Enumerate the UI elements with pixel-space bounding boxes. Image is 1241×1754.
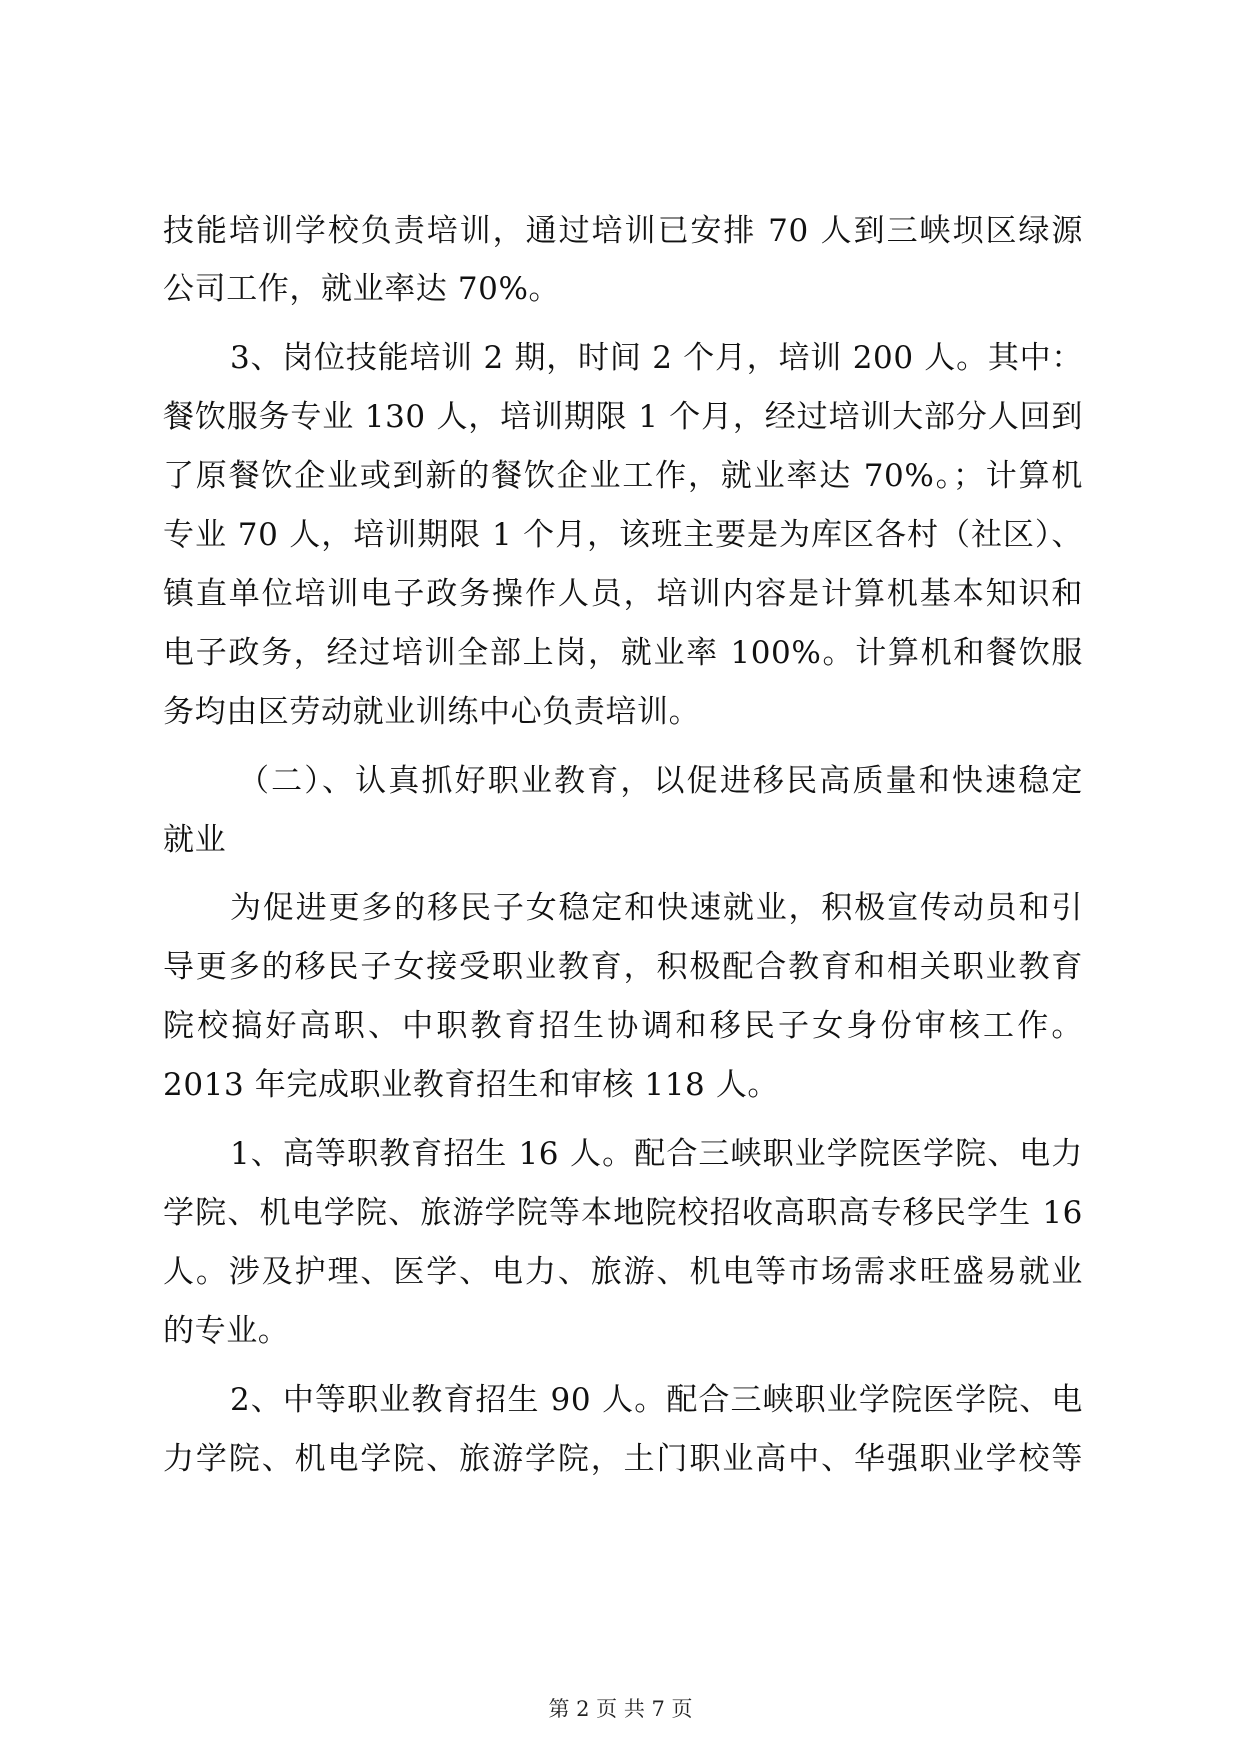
body-line-11: 导更多的移民子女接受职业教育，积极配合教育和相关职业教育	[163, 949, 1083, 985]
body-line-10: 为促进更多的移民子女稳定和快速就业，积极宣传动员和引	[230, 890, 1083, 926]
body-line-17: 的专业。	[163, 1313, 290, 1349]
body-line-13: 2013 年完成职业教育招生和审核 118 人。	[163, 1067, 780, 1103]
body-line-5: 了原餐饮企业或到新的餐饮企业工作，就业率达 70%。；计算机	[163, 458, 1083, 494]
body-line-7: 镇直单位培训电子政务操作人员，培训内容是计算机基本知识和	[163, 576, 1083, 612]
body-line-12: 院校搞好高职、中职教育招生协调和移民子女身份审核工作。	[163, 1008, 1083, 1044]
section-heading-line-1: （二）、认真抓好职业教育，以促进移民高质量和快速稳定	[238, 763, 1083, 799]
body-line-15: 学院、机电学院、旅游学院等本地院校招收高职高专移民学生 16	[163, 1195, 1083, 1231]
page-number-footer: 第 2 页 共 7 页	[548, 1697, 693, 1721]
body-line-6: 专业 70 人，培训期限 1 个月，该班主要是为库区各村（社区）、	[163, 517, 1083, 553]
body-line-4: 餐饮服务专业 130 人，培训期限 1 个月，经过培训大部分人回到	[163, 399, 1083, 435]
body-line-2: 公司工作，就业率达 70%。	[163, 271, 561, 307]
body-line-1: 技能培训学校负责培训，通过培训已安排 70 人到三峡坝区绿源	[163, 213, 1083, 249]
body-line-14: 1、高等职教育招生 16 人。配合三峡职业学院医学院、电力	[230, 1136, 1083, 1172]
body-line-9: 务均由区劳动就业训练中心负责培训。	[163, 694, 701, 730]
body-line-3: 3、岗位技能培训 2 期，时间 2 个月，培训 200 人。其中：	[230, 340, 1083, 376]
body-line-19: 力学院、机电学院、旅游学院，土门职业高中、华强职业学校等	[163, 1441, 1083, 1477]
section-heading-line-2: 就业	[163, 822, 227, 858]
body-line-8: 电子政务，经过培训全部上岗，就业率 100%。计算机和餐饮服	[163, 635, 1083, 671]
body-line-18: 2、中等职业教育招生 90 人。配合三峡职业学院医学院、电	[230, 1382, 1083, 1418]
body-line-16: 人。涉及护理、医学、电力、旅游、机电等市场需求旺盛易就业	[163, 1254, 1083, 1290]
